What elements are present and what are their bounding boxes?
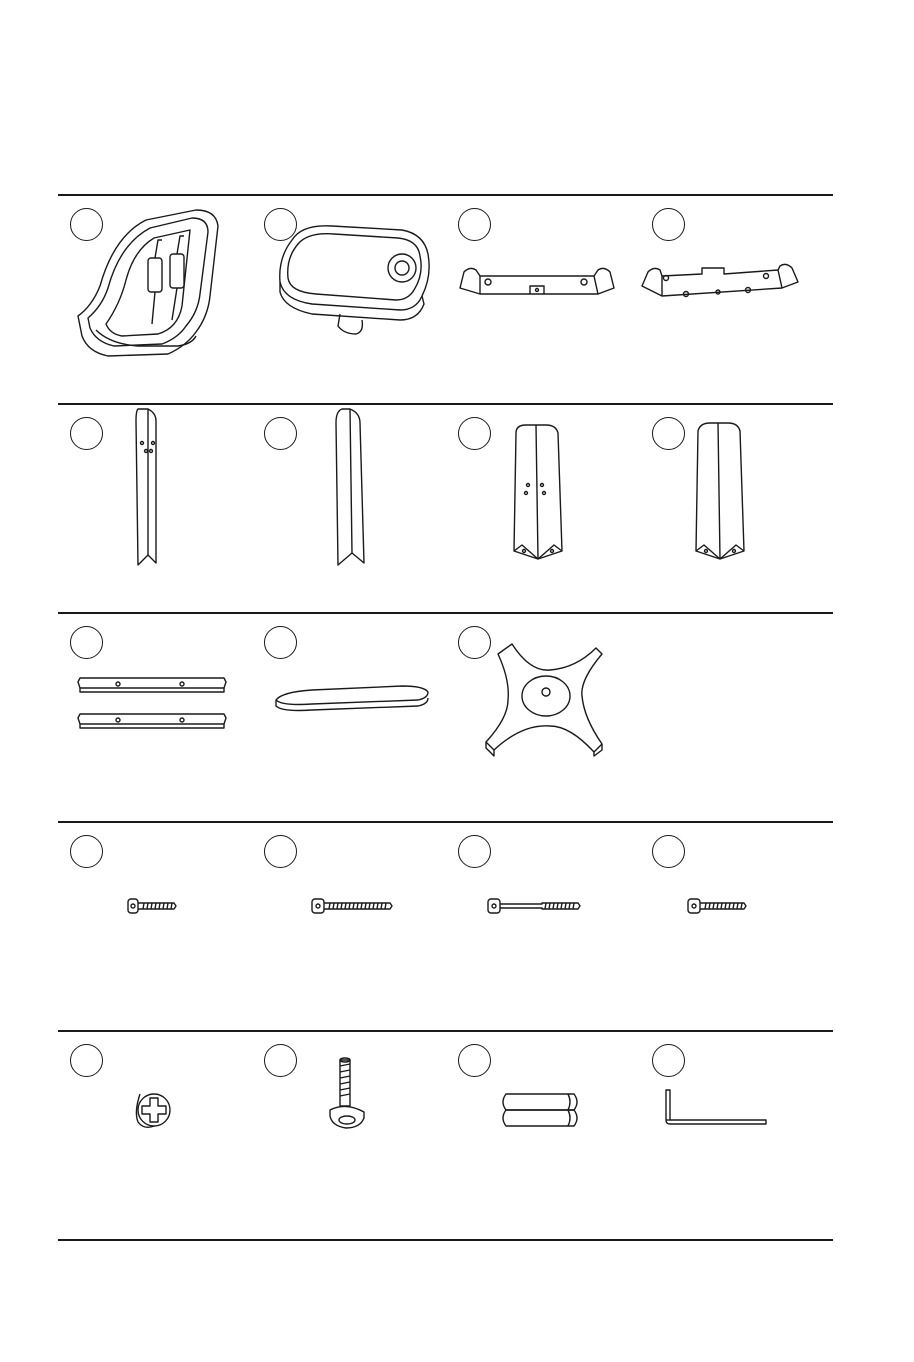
part-cell-rear-seat-bracket <box>640 196 834 404</box>
short-bolt-illustration <box>58 823 252 1031</box>
part-cell-cam-lock <box>58 1032 252 1240</box>
dowels-illustration <box>446 1032 640 1240</box>
medium-bolt-illustration <box>252 823 446 1031</box>
rear-seat-bracket-illustration <box>640 196 834 404</box>
side-rails-illustration <box>58 614 252 822</box>
rear-leg-upper-illustration <box>252 405 446 613</box>
bolt-illustration <box>640 823 834 1031</box>
front-leg-upper-illustration <box>58 405 252 613</box>
part-cell-footrest <box>252 614 446 822</box>
part-cell-rear-leg-lower <box>640 405 834 613</box>
part-cell-medium-bolt <box>252 823 446 1031</box>
part-cell-front-seat-bracket <box>446 196 640 404</box>
part-cell-dowels <box>446 1032 640 1240</box>
part-cell-allen-key <box>640 1032 834 1240</box>
part-cell-base <box>446 614 640 822</box>
rear-leg-lower-illustration <box>640 405 834 613</box>
part-cell-seat-cushion <box>58 196 252 404</box>
cam-lock-illustration <box>58 1032 252 1240</box>
long-bolt-illustration <box>446 823 640 1031</box>
part-cell-front-leg-lower <box>446 405 640 613</box>
part-cell-side-rails <box>58 614 252 822</box>
part-cell-leveling-foot <box>252 1032 446 1240</box>
leveling-foot-illustration <box>252 1032 446 1240</box>
base-illustration <box>446 614 640 822</box>
front-seat-bracket-illustration <box>446 196 640 404</box>
part-cell-long-bolt <box>446 823 640 1031</box>
seat-cushion-illustration <box>58 196 252 404</box>
footrest-illustration <box>252 614 446 822</box>
part-cell-bolt <box>640 823 834 1031</box>
part-cell-front-leg-upper <box>58 405 252 613</box>
part-cell-tray <box>252 196 446 404</box>
part-cell-short-bolt <box>58 823 252 1031</box>
part-cell-rear-leg-upper <box>252 405 446 613</box>
allen-key-illustration <box>640 1032 834 1240</box>
front-leg-lower-illustration <box>446 405 640 613</box>
tray-illustration <box>252 196 446 404</box>
